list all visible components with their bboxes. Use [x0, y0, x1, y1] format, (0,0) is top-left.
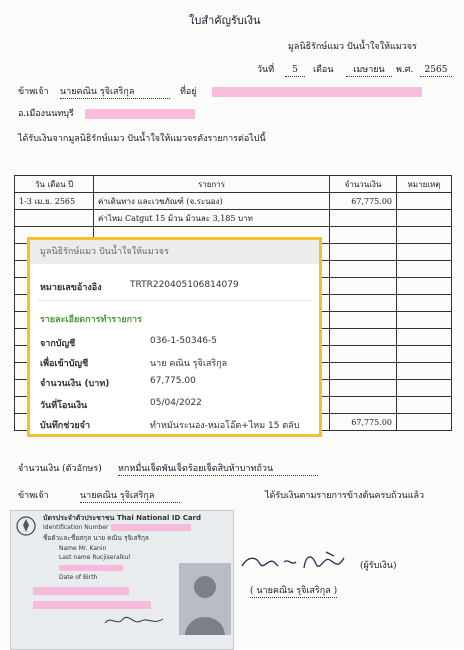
date-value: 05/04/2022: [150, 398, 202, 408]
from-label: จากบัญชี: [40, 339, 76, 349]
amount-value: 67,775.00: [150, 376, 196, 386]
id-card-title: บัตรประจำตัวประชาชน Thai National ID Card: [43, 514, 202, 522]
row-amount: 67,775.00: [330, 193, 397, 210]
confirm-suffix: ได้รับเงินตามรายการข้างต้นครบถ้วนแล้ว: [265, 491, 425, 501]
id-redaction: [33, 587, 129, 595]
district-redaction: [85, 109, 195, 119]
header-amount: จำนวนเงิน: [330, 176, 397, 193]
district: อ.เมืองนนทบุรี: [18, 109, 74, 119]
section-title: รายละเอียดการทำรายการ: [40, 315, 142, 325]
memo-value: ทำหมันระนอง-หมอโอ๊ต+ไหม 15 ตลับ: [150, 421, 300, 431]
total-amount: 67,775.00: [330, 414, 397, 431]
intro-text: ได้รับเงินจากมูลนิธิรักษ์แมว ปันน้ำใจให้แมวจรดังรายการต่อไปนี้: [18, 134, 266, 144]
to-value: นาย คณิน รุจิเสริกุล: [150, 359, 228, 369]
header-note: หมายเหตุ: [397, 176, 452, 193]
date-prefix: วันที่: [257, 65, 275, 75]
memo-label: บันทึกช่วยจำ: [40, 421, 91, 431]
header-item: รายการ: [94, 176, 330, 193]
ref-value: TRTR220405106814079: [130, 280, 239, 290]
divider: [38, 300, 311, 301]
amount-label: จำนวนเงิน (บาท): [40, 379, 110, 389]
payee-prefix: ข้าพเจ้า: [18, 87, 49, 97]
row-item: ค่าไหม Catgut 15 ม้วน ม้วนละ 3,185 บาท: [94, 210, 330, 227]
id-last-name-en: Last name Rucjiseralkul: [59, 554, 131, 561]
date-month: เมษายน: [346, 64, 392, 77]
transfer-header: มูลนิธิรักษ์แมว ปันน้ำใจให้แมวจร: [30, 240, 319, 264]
confirm-prefix: ข้าพเจ้า: [18, 491, 49, 501]
transfer-slip: [27, 237, 322, 437]
amount-words: หกหมื่นเจ็ดพันเจ็ดร้อยเจ็ดสิบห้าบาทถ้วน: [118, 463, 318, 476]
date-year: 2565: [420, 64, 452, 77]
date-label: วันที่โอนเงิน: [40, 401, 88, 411]
id-redaction: [59, 565, 123, 571]
signature-image: [238, 548, 353, 576]
ref-label: หมายเลขอ้างอิง: [40, 283, 102, 293]
table-row: [15, 193, 452, 210]
signature-role: (ผู้รับเงิน): [360, 561, 397, 571]
id-signature-image: [101, 611, 171, 631]
id-number-label: Identification Number: [43, 524, 109, 531]
row-item: ค่าเดินทาง และเวชภัณฑ์ (จ.ระนอง): [94, 193, 330, 210]
header-date: วัน เดือน ปี: [15, 176, 94, 193]
receipt-title: ใบสำคัญรับเงิน: [189, 14, 261, 27]
row-date: [15, 210, 94, 227]
from-value: 036-1-50346-5: [150, 336, 218, 346]
id-name-en: Name Mr. Kanin: [59, 545, 107, 552]
id-photo: [179, 563, 231, 635]
row-note: [397, 210, 452, 227]
amount-words-prefix: จำนวนเงิน (ตัวอักษร): [18, 464, 102, 474]
id-redaction: [33, 601, 151, 609]
row-date: 1-3 เม.ย. 2565: [15, 193, 94, 210]
to-label: เพื่อเข้าบัญชี: [40, 359, 89, 369]
address-prefix: ที่อยู่: [180, 87, 197, 97]
confirm-name: นายคณิน รุจิเสริกุล: [80, 490, 180, 503]
table-row: [15, 210, 452, 227]
date-day: 5: [285, 64, 305, 77]
id-name-th: ชื่อตัวและชื่อสกุล นาย คณิน รุจิเสริกุล: [43, 534, 149, 542]
ledger-header-row: [15, 176, 452, 193]
thai-emblem-icon: [15, 515, 37, 537]
payee-name: นายคณิน รุจิเสริกุล: [60, 86, 170, 99]
signature-name: ( นายคณิน รุจิเสริกุล ): [250, 586, 338, 596]
person-photo-icon: [179, 563, 231, 635]
address-redaction: [212, 87, 422, 97]
row-amount: [330, 210, 397, 227]
row-note: [397, 193, 452, 210]
id-number-redaction: [111, 524, 191, 531]
org-name: มูลนิธิรักษ์แมว ปันน้ำใจให้แมวจร: [288, 42, 417, 52]
id-card-copy: [10, 510, 234, 650]
id-birth-label: Date of Birth: [59, 574, 98, 581]
year-prefix: พ.ศ.: [396, 65, 414, 75]
month-prefix: เดือน: [313, 65, 334, 75]
